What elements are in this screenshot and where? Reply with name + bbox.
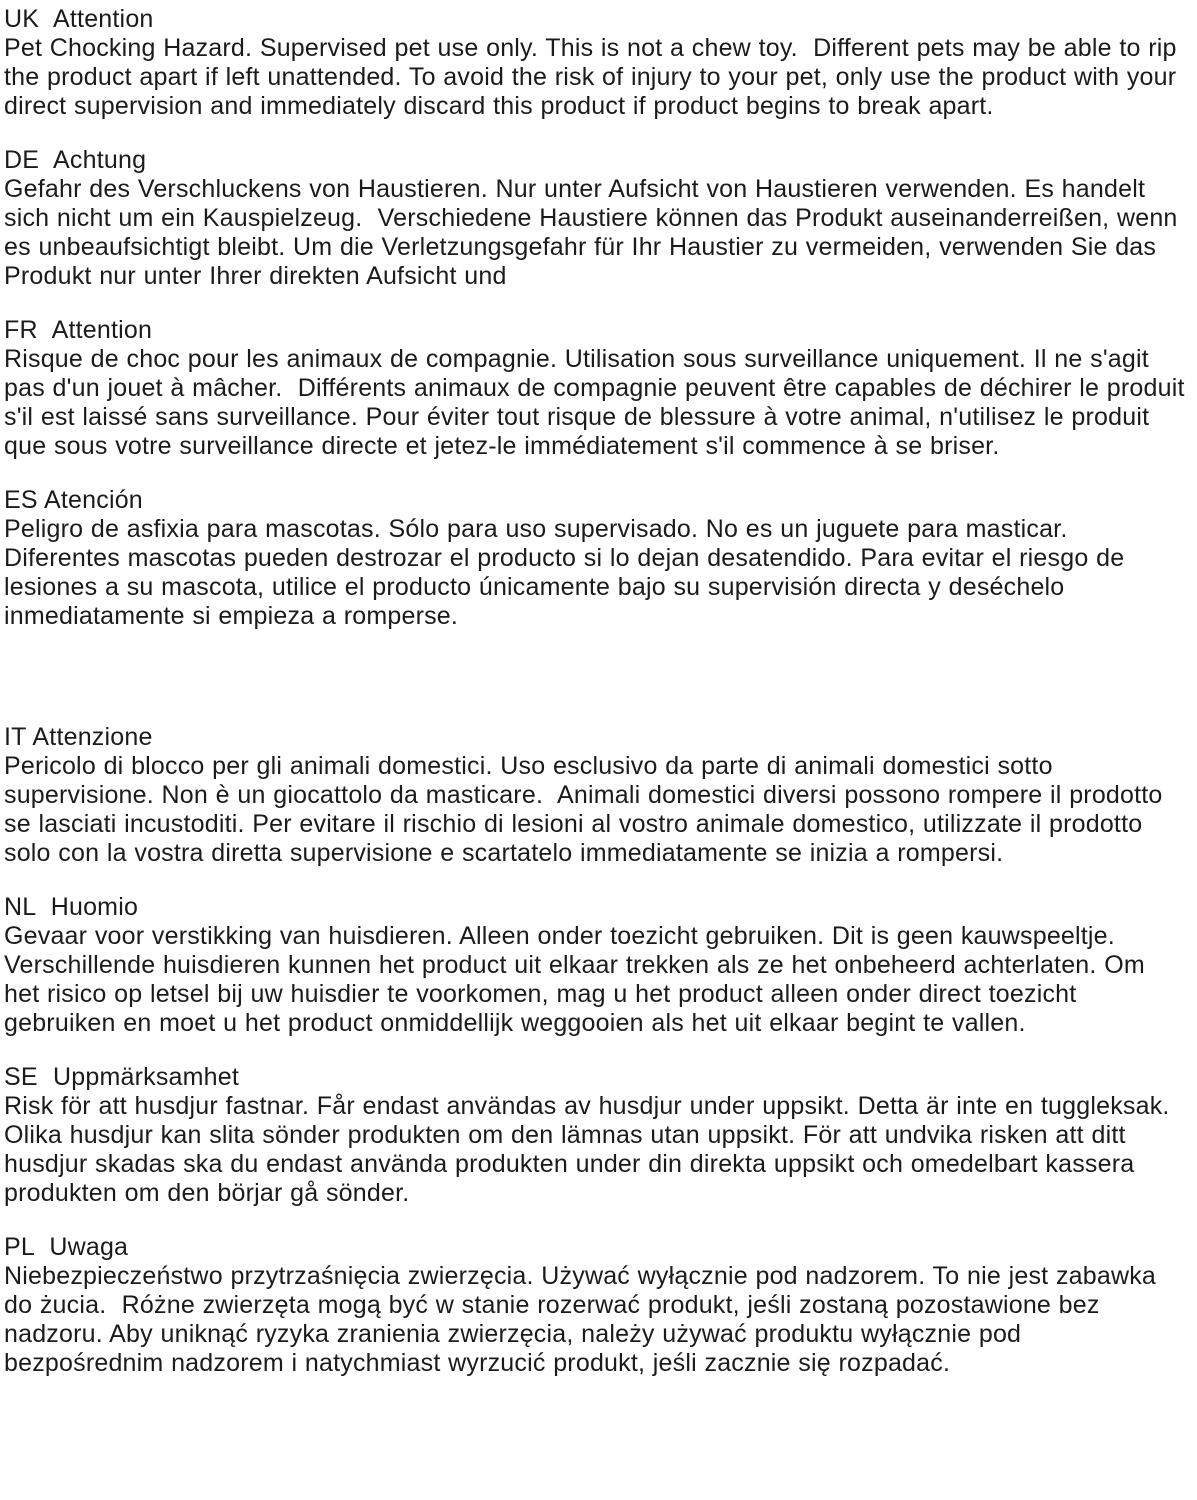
section-heading-uk: UK Attention [4, 5, 154, 33]
section-body-it: Pericolo di blocco per gli animali domestici. Uso esclusivo da parte di animali domestici sotto supervisione. Non è un giocattolo da masticare. Animali domestici diversi possono rompere il prodotto se lasciati incustoditi. Per evitare il rischio di lesioni al vostro animale domestico, utilizzate il prodotto solo con la vostra diretta supervisione e scartatelo immediatamente se inizia a rompersi. [4, 752, 1171, 867]
section-heading-nl: NL Huomio [4, 893, 139, 921]
section-body-uk: Pet Chocking Hazard. Supervised pet use only. This is not a chew toy. Different pets may be able to rip the product apart if left unattended. To avoid the risk of injury to your pet, only use the product with your direct supervision and immediately discard this product if product begins to break apart. [4, 34, 1185, 120]
warning-section-it [4, 723, 1185, 868]
section-heading-it: IT Attenzione [4, 723, 153, 751]
section-heading-es: ES Atención [4, 486, 143, 514]
section-heading-pl: PL Uwaga [4, 1233, 129, 1261]
section-body-pl: Niebezpieczeństwo przytrzaśnięcia zwierzęcia. Używać wyłącznie pod nadzorem. To nie jest zabawka do żucia. Różne zwierzęta mogą być w stanie rozerwać produkt, jeśli zostaną pozostawione bez nadzoru. Aby uniknąć ryzyka zranienia zwierzęcia, należy używać produktu wyłącznie pod bezpośrednim nadzorem i natychmiast wyrzucić produkt, jeśli zacznie się rozpadać. [4, 1262, 1164, 1377]
section-body-fr: Risque de choc pour les animaux de compagnie. Utilisation sous surveillance uniquement. Il ne s'agit pas d'un jouet à mâcher. Différents animaux de compagnie peuvent être capables de déchirer le produit s'il est laissé sans surveillance. Pour éviter tout risque de blessure à votre animal, n'utilisez le produit que sous votre surveillance directe et jetez-le immédiatement s'il commence à se briser. [4, 345, 1193, 460]
warning-section-fr [4, 316, 1193, 461]
warning-section-pl [4, 1233, 1185, 1378]
warning-section-nl [4, 893, 1185, 1038]
warning-section-se [4, 1063, 1185, 1208]
section-body-nl: Gevaar voor verstikking van huisdieren. Alleen onder toezicht gebruiken. Dit is geen kauwspeeltje. Verschillende huisdieren kunnen het product uit elkaar trekken als ze het onbeheerd achterlaten. Om het risico op letsel bij uw huisdier te voorkomen, mag u het product alleen onder direct toezicht gebruiken en moet u het product onmiddellijk weggooien als het uit elkaar begint te vallen. [4, 922, 1153, 1037]
section-heading-se: SE Uppmärksamhet [4, 1063, 240, 1091]
warning-section-es [4, 486, 1185, 631]
section-heading-fr: FR Attention [4, 316, 153, 344]
warning-section-de [4, 146, 1185, 291]
section-heading-de: DE Achtung [4, 146, 147, 174]
section-body-se: Risk för att husdjur fastnar. Får endast användas av husdjur under uppsikt. Detta är inte en tuggleksak. Olika husdjur kan slita sönder produkten om den lämnas utan uppsikt. För att undvika risken att ditt husdjur skadas ska du endast använda produkten under din direkta uppsikt och omedelbart kassera produkten om den börjar gå sönder. [4, 1092, 1185, 1207]
warning-section-uk [4, 5, 1185, 121]
section-body-de: Gefahr des Verschluckens von Haustieren. Nur unter Aufsicht von Haustieren verwenden. Es handelt sich nicht um ein Kauspielzeug. Verschiedene Haustiere können das Produkt auseinanderreißen, wenn es unbeaufsichtigt bleibt. Um die Verletzungsgefahr für Ihr Haustier zu vermeiden, verwenden Sie das Produkt nur unter Ihrer direkten Aufsicht und [4, 175, 1186, 290]
section-body-es: Peligro de asfixia para mascotas. Sólo para uso supervisado. No es un juguete para masticar. Diferentes mascotas pueden destrozar el producto si lo dejan desatendido. Para evitar el riesgo de lesiones a su mascota, utilice el producto únicamente bajo su supervisión directa y deséchelo inmediatamente si empieza a romperse. [4, 515, 1132, 630]
